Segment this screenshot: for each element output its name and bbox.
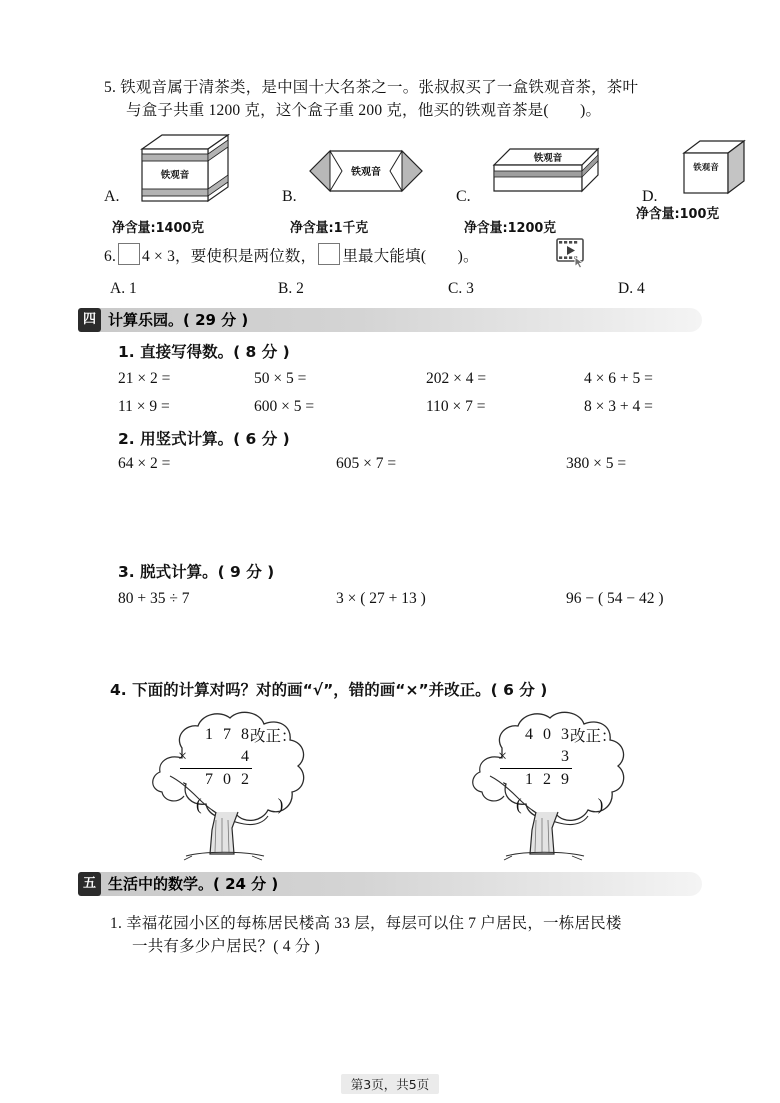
choice-b-letter: B. bbox=[282, 188, 297, 205]
tree-illustration-1 bbox=[112, 706, 442, 871]
question-6-option-a[interactable]: A. 1 bbox=[110, 280, 137, 297]
svg-text:铁观音: 铁观音 bbox=[351, 167, 381, 178]
tea-box-tall-icon bbox=[128, 131, 240, 210]
choice-b-caption: 净含量:1千克 bbox=[290, 220, 369, 236]
page-number-text: 第3页，共5页 bbox=[341, 1074, 439, 1094]
tea-box-flat-icon bbox=[486, 143, 610, 204]
question-6-option-d[interactable]: D. 4 bbox=[618, 280, 645, 297]
calc-2-operator: × bbox=[498, 748, 508, 765]
choice-b[interactable] bbox=[282, 142, 450, 234]
choice-a[interactable] bbox=[104, 142, 274, 234]
tea-box-hex-icon bbox=[306, 145, 426, 202]
page-footer bbox=[0, 1074, 780, 1094]
question-6-option-c[interactable]: C. 3 bbox=[448, 280, 474, 297]
section-4-sub4-heading: 4. 下面的计算对吗？对的画“√”，错的画“×”并改正。( 6 分 ) bbox=[110, 681, 548, 699]
sub3-problem-3: 96 − ( 54 − 42 ) bbox=[566, 590, 664, 607]
sub1-r1-c3: 202 × 4 = bbox=[426, 370, 487, 387]
calc-1-product: 7 0 2 bbox=[205, 771, 252, 788]
choice-a-caption: 净含量:1400克 bbox=[112, 220, 205, 236]
calc-2-multiplier-line bbox=[500, 746, 572, 769]
sub3-problem-1: 80 + 35 ÷ 7 bbox=[118, 590, 190, 607]
tea-box-small-icon bbox=[676, 137, 758, 204]
choice-d[interactable] bbox=[636, 142, 772, 234]
calc-1-operator: × bbox=[178, 748, 188, 765]
vertical-calculation-2 bbox=[500, 724, 572, 791]
sub1-r2-c3: 110 × 7 = bbox=[426, 398, 486, 415]
section-5-q1-line1: 1. 幸福花园小区的每栋居民楼高 33 层，每层可以住 7 户居民，一栋居民楼 bbox=[110, 915, 622, 932]
section-5-question-1 bbox=[110, 912, 760, 958]
question-5-choices bbox=[104, 142, 769, 234]
section-5-banner bbox=[78, 872, 702, 896]
choice-d-caption: 净含量:100克 bbox=[636, 206, 720, 222]
calc-2-multiplicand: 4 0 3 bbox=[525, 726, 572, 743]
calc-1-correct-label: 改正： bbox=[250, 727, 297, 745]
question-6-blank-1[interactable] bbox=[118, 243, 140, 265]
question-6-number: 6. bbox=[104, 248, 117, 265]
choice-a-letter: A. bbox=[104, 188, 120, 205]
choice-c[interactable] bbox=[456, 142, 636, 234]
section-4-title: 计算乐园。( 29 分 ) bbox=[108, 311, 249, 329]
question-5-number: 5. bbox=[104, 79, 117, 96]
sub2-problem-2: 605 × 7 = bbox=[336, 455, 397, 472]
question-6-text-b: 里最大能填( )。 bbox=[342, 248, 479, 265]
section-5-q1-line2: 一共有多少户居民？( 4 分 ) bbox=[132, 938, 320, 955]
question-6 bbox=[104, 243, 764, 268]
tree-illustration-2 bbox=[432, 706, 762, 871]
sub1-r1-c4: 4 × 6 + 5 = bbox=[584, 370, 653, 387]
section-5-title: 生活中的数学。( 24 分 ) bbox=[108, 875, 279, 893]
sub2-problem-1: 64 × 2 = bbox=[118, 455, 171, 472]
video-play-icon[interactable] bbox=[556, 237, 590, 269]
section-4-sub2-heading: 2. 用竖式计算。( 6 分 ) bbox=[118, 430, 290, 448]
sub1-r2-c2: 600 × 5 = bbox=[254, 398, 315, 415]
question-6-blank-2[interactable] bbox=[318, 243, 340, 265]
calc-1-multiplier: 4 bbox=[241, 748, 252, 765]
section-4-sub3-heading: 3. 脱式计算。( 9 分 ) bbox=[118, 563, 275, 581]
sub3-problem-2: 3 × ( 27 + 13 ) bbox=[336, 590, 426, 607]
calc-1-answer-paren[interactable]: ( ) bbox=[196, 795, 298, 814]
sub1-r2-c1: 11 × 9 = bbox=[118, 398, 170, 415]
sub1-r1-c2: 50 × 5 = bbox=[254, 370, 307, 387]
calc-2-product: 1 2 9 bbox=[525, 771, 572, 788]
section-4-banner bbox=[78, 308, 702, 332]
question-6-text-a: 4 × 3，要使积是两位数， bbox=[142, 248, 317, 265]
choice-d-letter: D. bbox=[642, 188, 658, 205]
calc-1-multiplicand: 1 7 8 bbox=[205, 726, 252, 743]
choice-c-caption: 净含量:1200克 bbox=[464, 220, 557, 236]
vertical-calculation-1 bbox=[180, 724, 252, 791]
section-4-tag: 四 bbox=[78, 308, 101, 332]
calc-2-answer-paren[interactable]: ( ) bbox=[516, 795, 618, 814]
svg-text:铁观音: 铁观音 bbox=[533, 153, 563, 164]
svg-text:铁观音: 铁观音 bbox=[160, 170, 190, 181]
sub1-r2-c4: 8 × 3 + 4 = bbox=[584, 398, 653, 415]
section-4-sub1-heading: 1. 直接写得数。( 8 分 ) bbox=[118, 343, 290, 361]
calc-1-multiplier-line bbox=[180, 746, 252, 769]
question-5-line2: 与盒子共重 1200 克，这个盒子重 200 克，他买的铁观音茶是( )。 bbox=[126, 102, 602, 119]
sub2-problem-3: 380 × 5 = bbox=[566, 455, 627, 472]
sub1-r1-c1: 21 × 2 = bbox=[118, 370, 171, 387]
choice-c-letter: C. bbox=[456, 188, 471, 205]
question-6-option-b[interactable]: B. 2 bbox=[278, 280, 304, 297]
calc-2-correct-label: 改正： bbox=[570, 727, 617, 745]
calc-2-multiplier: 3 bbox=[561, 748, 572, 765]
question-5-line1: 铁观音属于清茶类，是中国十大名茶之一。张叔叔买了一盒铁观音茶，茶叶 bbox=[120, 79, 639, 96]
svg-text:铁观音: 铁观音 bbox=[693, 163, 719, 173]
question-5 bbox=[104, 76, 764, 122]
section-5-tag: 五 bbox=[78, 872, 101, 896]
